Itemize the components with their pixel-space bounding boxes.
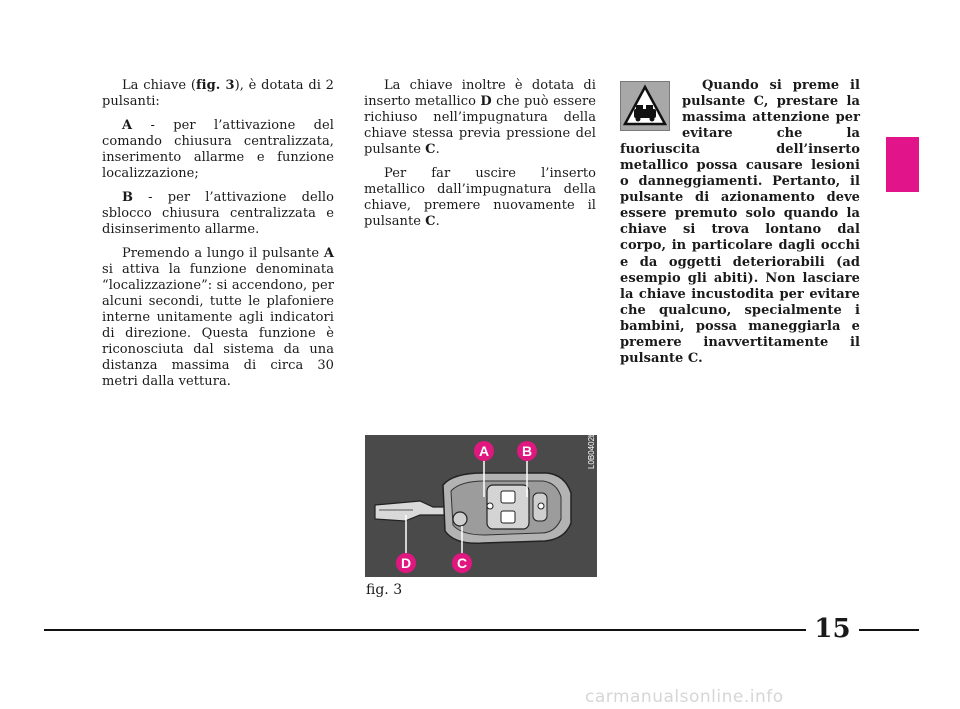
- footer-rule-left: [44, 629, 806, 631]
- text-run: che può essere richiuso nell’impugnatura della chiave stessa previa pressione del pulsante: [364, 94, 597, 157]
- warning-text: Quando si preme il pulsante C, prestare la massima attenzione per evitare che la fuoriuscita dell’inserto metallico possa causare lesioni o danneggiamenti. Pertanto, il pulsante di azionamento deve essere premuto solo quando la chiave si trova lontano dal corpo, in particolare dagli occhi e da oggetti deteriorabili (ad esempio gli abiti). Non lasciare la chiave incustodita per evitare che qualcuno, specialmente i bambini, possa maneggiarla e premere inavvertitamente il pulsante C.: [620, 78, 860, 366]
- fig-reference: fig. 3: [196, 78, 235, 93]
- text-run: La chiave (: [122, 78, 197, 93]
- warning-block: [620, 78, 860, 375]
- button-a-paragraph: [102, 118, 334, 182]
- figure-code: L0B0402b: [587, 435, 596, 469]
- key-letter: A: [323, 246, 334, 261]
- key-letter: D: [480, 94, 492, 109]
- release-paragraph: [364, 166, 596, 230]
- page-number: 15: [814, 614, 851, 644]
- text-run: - per l’attivazione del comando chiusura centralizzata, inserimento allarme e funzione localizzazione;: [102, 118, 334, 181]
- child-warning-icon: [620, 81, 670, 131]
- text-run: Premendo a lungo il pulsante: [122, 246, 324, 261]
- column-left: [102, 78, 334, 398]
- text-run: .: [435, 142, 440, 157]
- insert-paragraph: [364, 78, 596, 158]
- section-tab-marker: [886, 137, 919, 192]
- text-run: si attiva la funzione denominata “localizzazione”: si accendono, per alcuni secondi, tutte le plafoniere interne unitamente agli indicatori di direzione. Questa funzione è riconosciuta dal sistema da una distanza massima di circa 30 metri dalla vettura.: [102, 262, 334, 389]
- text-run: ), è dotata di 2 pulsanti:: [102, 78, 334, 109]
- figure-caption: fig. 3: [366, 582, 403, 598]
- footer-rule-right: [859, 629, 919, 631]
- intro-paragraph: [102, 78, 334, 110]
- key-letter: C: [425, 214, 436, 229]
- callout-a-label: A: [478, 443, 490, 459]
- watermark-text: carmanualsonline.info: [585, 687, 784, 707]
- button-b-paragraph: [102, 190, 334, 238]
- text-run: Per far uscire l’inserto metallico dall’impugnatura della chiave, premere nuovamente il pulsante: [364, 166, 596, 229]
- key-letter: C: [425, 142, 436, 157]
- key-letter: A: [122, 118, 133, 133]
- text-run: .: [435, 214, 440, 229]
- column-middle: [364, 78, 596, 238]
- callout-b-label: B: [521, 443, 533, 459]
- callout-d-label: D: [400, 555, 412, 571]
- key-letter: B: [122, 190, 134, 205]
- callout-c-label: C: [456, 555, 468, 571]
- localization-paragraph: [102, 246, 334, 390]
- text-run: La chiave inoltre è dotata di inserto metallico: [364, 78, 596, 109]
- key-figure: [365, 435, 597, 577]
- text-run: - per l’attivazione dello sblocco chiusura centralizzata e disinserimento allarme.: [102, 190, 334, 237]
